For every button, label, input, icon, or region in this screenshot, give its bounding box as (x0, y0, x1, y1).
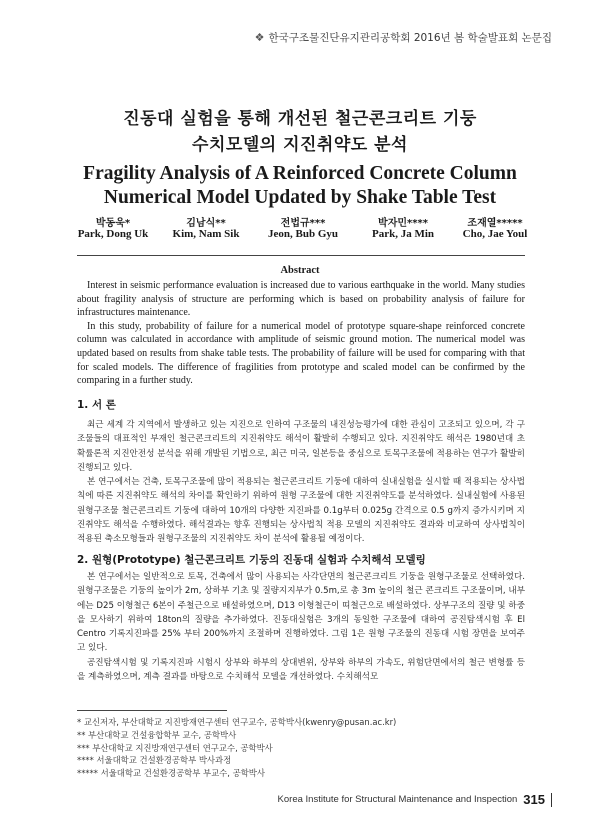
author-5 (440, 214, 550, 240)
abstract-body (77, 279, 525, 388)
author-name-en: Park, Ja Min (371, 228, 435, 240)
body-paragraph: 본 연구에서는 일반적으로 토목, 건축에서 많이 사용되는 사각단면의 철근콘크리트 기둥을 원형구조물로 선택하였다. 원형구조물은 기둥의 높이가 2m, 상하부 기초 및 질량지지부가 0.5m,로 총 3m 높이의 철근 콘크리트 구조물이며, 내부에는 D25 이형철근 6본이 주철근으로 배설하였으며, D13 이형철근이 띠철근으로 배설하였다. 상부구조의 질량 및 하중을 모사하기 위하여 18ton의 질량을 추가하였다. 진동대실험은 3개의 동일한 구조물에 대하여 공진탐색시험 후 El Centro 기록지진파를 25% 부터 200%까지 조절하며 진행하였다. 그림 1은 원형 구조물의 진동대 시험 장면을 보여주고 있다. (77, 572, 525, 654)
section-heading: 2. 원형(Prototype) 철근콘크리트 기둥의 진동대 실험과 수치해석 모델링 (77, 554, 426, 566)
author-name-kr: 전법규*** (280, 218, 326, 229)
body-paragraph: 본 연구에서는 건축, 토목구조물에 많이 적용되는 철근콘크리트 기둥에 대하여 실내실험을 실시할 때 적용되는 상사법칙에 따른 지진취약도 해석의 차이를 확인하기 위하여 원형 구조물에 대한 지진취약도를 분석하였다. 실내실험에 사용된 원형구조물 철근콘크리트 기둥에 대하여 10개의 다양한 지진파를 0.1g부터 0.025g 간격으로 0.5 g까지 증가시키며 지진취약도 해석을 수행하였다. 해석결과는 향후 진행되는 상사법칙 적용 모델의 지진취약도 결과와 비교하여 상사법칙이 적용된 축소모형들과 원형구조물의 지진취약도 차이 분석에 활용될 예정이다. (77, 477, 525, 545)
abstract-heading: Abstract (280, 265, 320, 276)
author-name-en: Cho, Jae Youl (462, 228, 528, 240)
title-kr-line-1: 진동대 실험을 통해 개선된 철근콘크리트 기둥 (123, 109, 477, 129)
body-paragraph: 공진탐색시험 및 기록지진파 시험시 상부와 하부의 상대변위, 상부와 하부의 가속도, 위험단면에서의 철근 변형률 등을 계측하였으며, 계측 결과를 바탕으로 수치해석 모델을 개선하였다. 수치해석모 (77, 657, 525, 683)
author-2 (151, 214, 261, 240)
footnote: * 교신저자, 부산대학교 지진방재연구센터 연구교수, 공학박사(kwenry@pusan.ac.kr) (77, 717, 397, 727)
page-number: 315 (523, 792, 545, 807)
section-prototype (77, 552, 525, 684)
footnote: *** 부산대학교 지진방재연구센터 연구교수, 공학박사 (77, 742, 273, 753)
diamond-bullet-icon: ❖ (254, 31, 265, 44)
author-name-en: Park, Dong Uk (77, 228, 149, 240)
author-name-en: Kim, Nam Sik (172, 228, 240, 240)
section-introduction (77, 397, 525, 547)
footnote: **** 서울대학교 건설환경공학부 박사과정 (77, 755, 232, 766)
author-name-kr: 박자민**** (378, 218, 428, 229)
body-paragraph: 최근 세계 각 지역에서 발생하고 있는 지진으로 인하여 구조물의 내진성능평가에 대한 관심이 고조되고 있으며, 각 구조물들의 대표적인 부재인 철근콘크리트의 지진취약도 해석이 활발히 수행되고 있다. 지진취약도 해석은 1980년대 초 확률론적 지진안전성 분석을 위해 개발된 기법으로, 최근 미국, 일본등을 중심으로 토목구조물에 적용하는 연구가 활발히 진행되고 있다. (77, 420, 525, 473)
author-name-kr: 김남식** (186, 218, 226, 229)
title-en-line-2: Numerical Model Updated by Shake Table Test (103, 187, 497, 208)
footnote-divider (77, 710, 227, 711)
footnote: ** 부산대학교 건설융합학부 교수, 공학박사 (77, 729, 237, 740)
section-body (77, 418, 525, 547)
footnote: ***** 서울대학교 건설환경공학부 부교수, 공학박사 (77, 768, 265, 779)
page-footer (278, 792, 552, 807)
footer-institute: Korea Institute for Structural Maintenance and Inspection (277, 794, 518, 805)
author-3 (248, 214, 358, 240)
author-name-en: Jeon, Bub Gyu (268, 228, 338, 240)
journal-header-text: 한국구조물진단유지관리공학회 2016년 봄 학술발표회 논문집 (268, 32, 552, 44)
title-divider (77, 255, 525, 256)
title-kr-line-2: 수치모델의 지진취약도 분석 (192, 135, 408, 155)
title-en-line-1: Fragility Analysis of A Reinforced Concrete Column (83, 163, 517, 184)
abstract-paragraph: Interest in seismic performance evaluation is increased due to various earthquake in the world. Many studies about fragility analysis of structure are performing which is based on probability analysis of failure for infrastructures maintenance. (77, 280, 525, 319)
section-body (77, 570, 525, 684)
author-name-kr: 조재열***** (467, 218, 523, 229)
footer-divider (551, 793, 552, 807)
section-heading: 1. 서 론 (77, 399, 116, 411)
journal-header (255, 30, 552, 45)
footnotes (77, 716, 497, 780)
author-name-kr: 박동욱* (95, 218, 131, 229)
abstract-paragraph: In this study, probability of failure for a numerical model of prototype square-shape reinforced concrete column was calculated in accordance with amplitude of seismic ground motion. The numerical model was updated based on results from shake table tests. The probability of failure will be used for comparing with that for scaled models. The difference of fragilities from prototype and scaled model can be confirmed by the comparing in a further study. (77, 320, 525, 387)
